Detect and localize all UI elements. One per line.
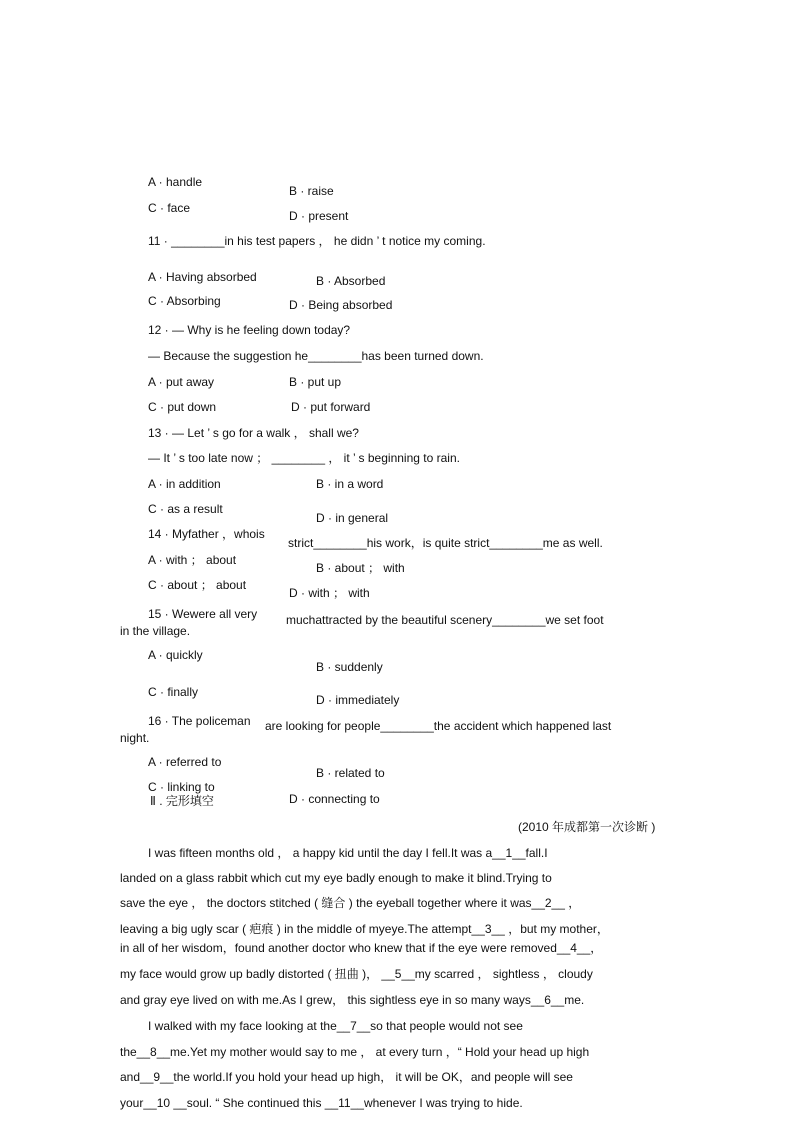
q14-option-c: C · about ； about (148, 578, 247, 592)
q12-option-b: B · put up (289, 375, 342, 389)
passage-line: I walked with my face looking at the__7__so that people would not see (148, 1019, 523, 1033)
q16-option-d: D · connecting to (289, 792, 380, 806)
q16-option-c: C · linking to (148, 780, 215, 794)
q14-option-a: A · with ； about (148, 553, 237, 567)
q15-option-a: A · quickly (148, 648, 203, 662)
passage-line: I was fifteen months old ， a happy kid until the day I fell.It was a__1__fall.I (148, 846, 548, 860)
passage-line: my face would grow up badly distorted ( 扭曲 )， __5__my scarred ， sightless ， cloudy (120, 967, 593, 981)
q11-option-a: A · Having absorbed (148, 270, 257, 284)
q12-option-d: D · put forward (291, 400, 371, 414)
passage-source: (2010 年成都第一次诊断 ) (518, 820, 656, 834)
q13-option-b: B · in a word (316, 477, 384, 491)
q11-option-b: B · Absorbed (316, 274, 386, 288)
passage-line: your__10 __soul. “ She continued this __11__whenever I was trying to hide. (120, 1096, 523, 1110)
q13-option-d: D · in general (316, 511, 389, 525)
q11-option-c: C · Absorbing (148, 294, 221, 308)
q15-stem-left: 15 · Wewere all very (148, 607, 258, 621)
q15-stem-right: muchattracted by the beautiful scenery________we set foot (286, 613, 604, 627)
q12-option-a: A · put away (148, 375, 215, 389)
passage-line: in all of her wisdom，found another doctor who knew that if the eye were removed__4__， (120, 941, 603, 955)
q11-stem: 11 · ________in his test papers ， he didn ’ t notice my coming. (148, 234, 486, 248)
q15-stem-continued: in the village. (120, 624, 191, 638)
q13-line-2: — It ’ s too late now ； ________ ， it ’ s beginning to rain. (148, 451, 460, 465)
q14-option-b: B · about ； with (316, 561, 405, 575)
q15-option-c: C · finally (148, 685, 199, 699)
q16-stem-left: 16 · The policeman (148, 714, 251, 728)
q14-option-d: D · with ； with (289, 586, 370, 600)
passage-line: the__8__me.Yet my mother would say to me ， at every turn ，“ Hold your head up high (120, 1045, 590, 1059)
passage-line: landed on a glass rabbit which cut my eye badly enough to make it blind.Trying to (120, 871, 552, 885)
q16-option-a: A · referred to (148, 755, 222, 769)
q16-option-b: B · related to (316, 766, 385, 780)
q12-line-1: 12 · — Why is he feeling down today? (148, 323, 351, 337)
q11-option-d: D · Being absorbed (289, 298, 393, 312)
passage-line: and__9__the world.If you hold your head up high， it will be OK，and people will see (120, 1070, 573, 1084)
q14-stem-right: strict________his work，is quite strict________me as well. (288, 536, 603, 550)
passage-line: and gray eye lived on with me.As I grew， this sightless eye in so many ways__6__me. (120, 993, 585, 1007)
q16-stem-right: are looking for people________the accident which happened last (265, 719, 612, 733)
q10-option-c: C · face (148, 201, 191, 215)
q10-option-a: A · handle (148, 175, 203, 189)
q13-line-1: 13 · — Let ’ s go for a walk ， shall we? (148, 426, 359, 440)
q10-option-b: B · raise (289, 184, 334, 198)
q13-option-c: C · as a result (148, 502, 223, 516)
q12-line-2: — Because the suggestion he________has been turned down. (148, 349, 484, 363)
q15-option-d: D · immediately (316, 693, 400, 707)
q10-option-d: D · present (289, 209, 349, 223)
section-2-heading: Ⅱ . 完形填空 (150, 794, 214, 808)
q15-option-b: B · suddenly (316, 660, 383, 674)
q14-stem-left: 14 · Myfather ，whois (148, 527, 265, 541)
q13-option-a: A · in addition (148, 477, 221, 491)
passage-line: leaving a big ugly scar ( 疤痕 ) in the middle of myeye.The attempt__3__ ，but my mother， (120, 922, 609, 936)
q16-stem-continued: night. (120, 731, 150, 745)
passage-line: save the eye ， the doctors stitched ( 缝合 ) the eyeball together where it was__2__ ， (120, 896, 581, 910)
q12-option-c: C · put down (148, 400, 217, 414)
